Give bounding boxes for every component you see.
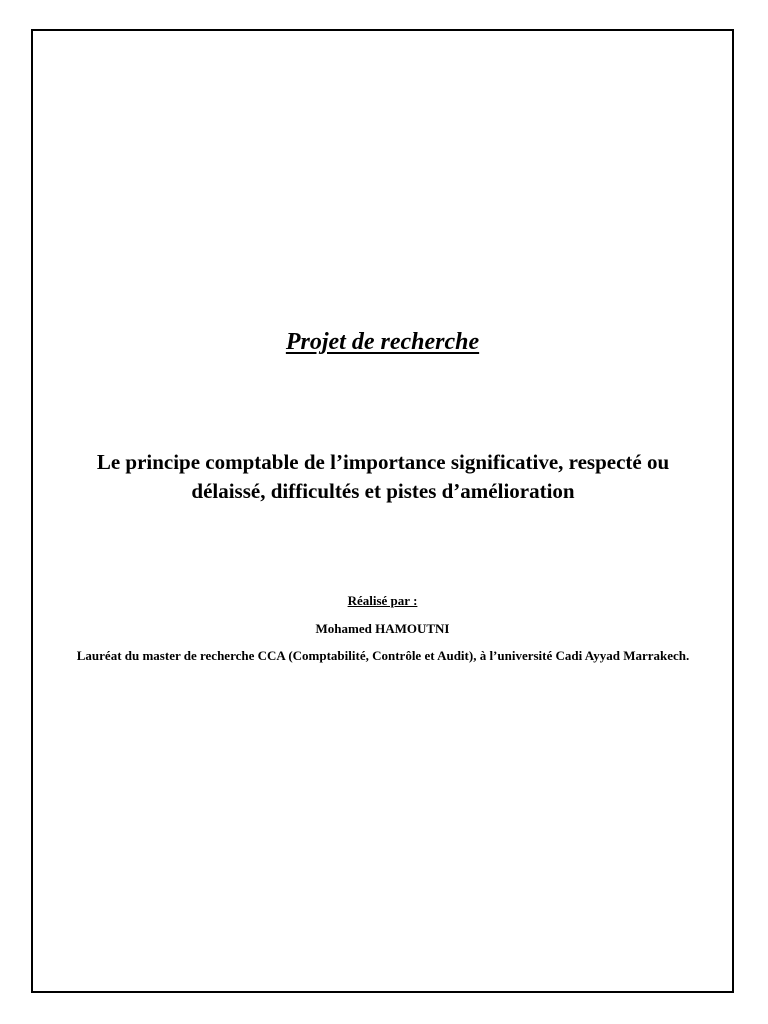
page-border [31,29,734,993]
author-label: Réalisé par : [347,593,418,608]
document-title: Le principe comptable de l’importance significative, respecté ou délaissé, difficultés et pistes d’amélioration [96,450,670,503]
author-name: Mohamed HAMOUTNI [315,621,450,636]
author-affiliation: Lauréat du master de recherche CCA (Comptabilité, Contrôle et Audit), à l’université Cadi Ayyad Marrakech. [76,648,690,663]
document-type-heading: Projet de recherche [285,329,480,355]
